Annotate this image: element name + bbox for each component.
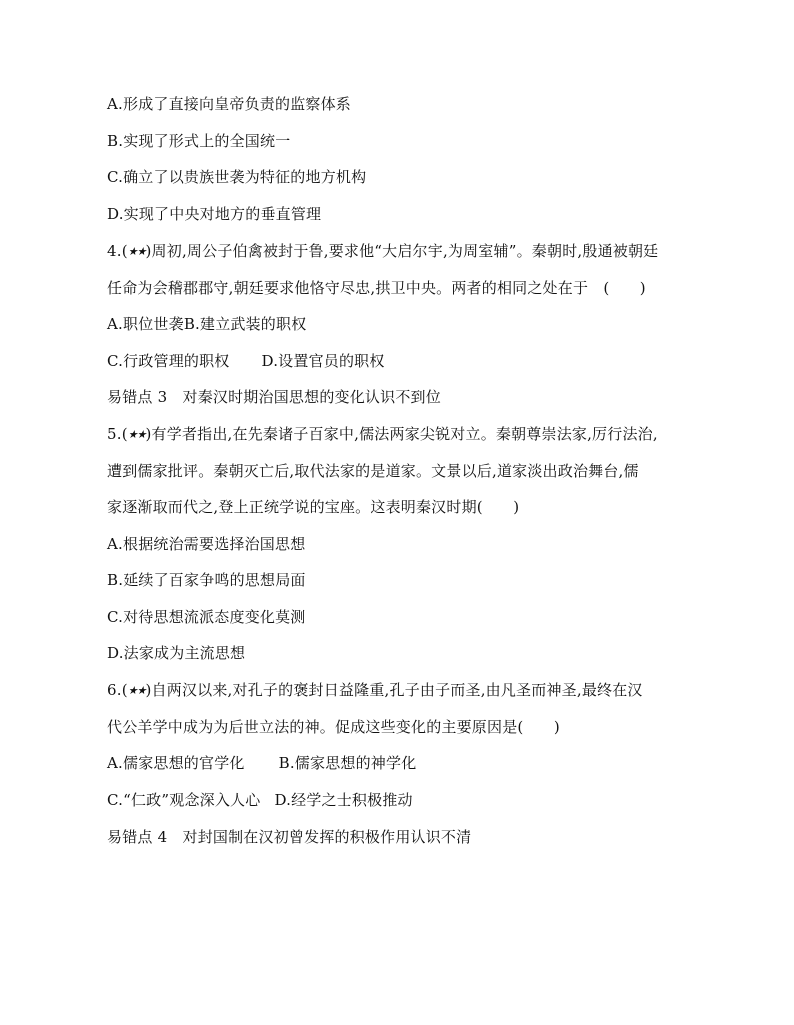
q4-options-row2 [107,350,385,372]
q5-stem-line2: 遭到儒家批评。秦朝灭亡后,取代法家的是道家。文景以后,道家淡出政治舞台,儒 [107,462,639,480]
q6-options-row2 [107,789,413,811]
q4-text-line1: )周初,周公子伯禽被封于鲁,要求他“大启尔宇,为周室辅”。秦朝时,殷通被朝廷 [145,242,659,260]
q5-option-d: D.法家成为主流思想 [107,644,246,662]
difficulty-star-icon: ★★ [127,684,146,697]
q6-option-b: B.儒家思想的神学化 [278,754,417,772]
q6-option-d: D.经学之士积极推动 [274,791,413,809]
q5-option-a: A.根据统治需要选择治国思想 [107,535,306,553]
q5-option-b: B.延续了百家争鸣的思想局面 [107,571,306,589]
q5-stem-line1 [107,423,658,446]
q4-stem-line2: 任命为会稽郡郡守,朝廷要求他恪守尽忠,拱卫中央。两者的相同之处在于 ( ) [107,279,646,297]
q6-option-c: C.“仁政”观念深入人心 [107,791,261,809]
q6-text-line1: )自两汉以来,对孔子的褒封日益隆重,孔子由子而圣,由凡圣而神圣,最终在汉 [145,681,643,699]
section-heading-3: 易错点 3 对秦汉时期治国思想的变化认识不到位 [107,388,441,406]
q3-option-d: D.实现了中央对地方的垂直管理 [107,205,322,223]
q4-option-d: D.设置官员的职权 [261,352,385,370]
q6-stem-line1 [107,679,643,702]
difficulty-star-icon: ★★ [127,245,146,258]
q6-number: 6.( [107,681,128,699]
q4-option-c: C.行政管理的职权 [107,352,230,370]
q5-text-line1: )有学者指出,在先秦诸子百家中,儒法两家尖锐对立。秦朝尊崇法家,厉行法治, [145,425,658,443]
q4-number: 4.( [107,242,128,260]
q5-stem-line3: 家逐渐取而代之,登上正统学说的宝座。这表明秦汉时期( ) [107,498,520,516]
section-heading-4: 易错点 4 对封国制在汉初曾发挥的积极作用认识不清 [107,828,472,846]
q6-option-a: A.儒家思想的官学化 [107,754,245,772]
q3-option-b: B.实现了形式上的全国统一 [107,132,291,150]
q4-stem-line1 [107,240,658,263]
q4-option-a: A.职位世袭 [107,315,184,333]
q5-number: 5.( [107,425,128,443]
q4-options-row1 [107,313,306,335]
q3-option-a: A.形成了直接向皇帝负责的监察体系 [107,95,352,113]
q4-option-b: B.建立武装的职权 [183,315,307,333]
q3-option-c: C.确立了以贵族世袭为特征的地方机构 [107,168,367,186]
difficulty-star-icon: ★★ [127,428,146,441]
q5-option-c: C.对待思想流派态度变化莫测 [107,608,306,626]
q6-options-row1 [107,752,416,774]
q6-stem-line2: 代公羊学中成为为后世立法的神。促成这些变化的主要原因是( ) [107,718,560,736]
